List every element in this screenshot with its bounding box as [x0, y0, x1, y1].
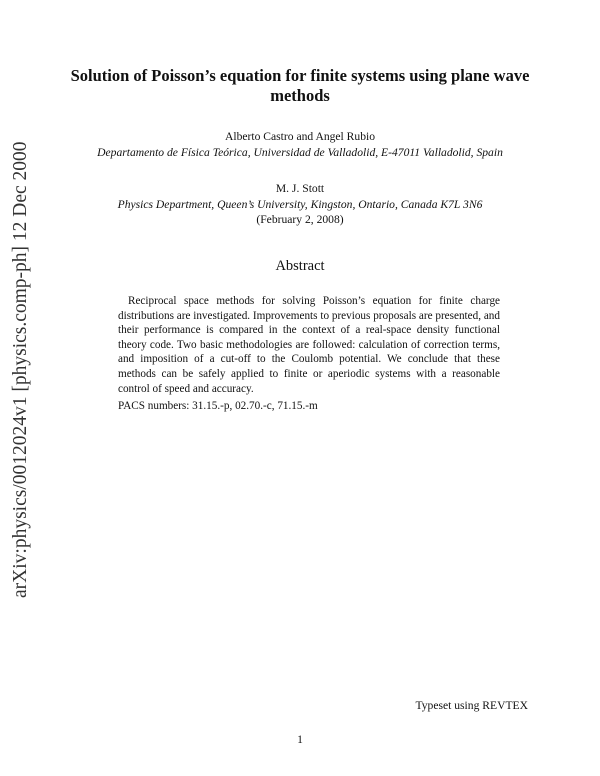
- affiliation-primary: Departamento de Física Teórica, Universidad de Valladolid, E-47011 Valladolid, Spain: [97, 146, 503, 159]
- typeset-note: Typeset using REVTEX: [415, 699, 528, 712]
- page-number: 1: [297, 733, 303, 746]
- arxiv-stamp: arXiv:physics/0012024v1 [physics.comp-ph] 12 Dec 2000: [10, 141, 31, 598]
- abstract-heading: Abstract: [275, 258, 325, 274]
- authors-secondary: M. J. Stott: [275, 182, 325, 195]
- paper-title: Solution of Poisson’s equation for finite systems using plane wave methods: [70, 66, 530, 105]
- abstract-text: Reciprocal space methods for solving Poisson’s equation for finite charge distributions are investigated. Improvements to previous proposals are presented, and their performance is compared in the context of a real-space density functional theory code. Two basic methodologies are followed: calculation of correction terms, and imposition of a cut-off to the Coulomb potential. We conclude that these methods can be safely applied to finite or aperiodic systems with a reasonable control of speed and accuracy.: [118, 295, 500, 395]
- pacs-numbers: PACS numbers: 31.15.-p, 02.70.-c, 71.15.-m: [118, 400, 318, 412]
- publication-date: (February 2, 2008): [256, 213, 344, 226]
- affiliation-secondary: Physics Department, Queen’s University, Kingston, Ontario, Canada K7L 3N6: [117, 198, 483, 211]
- authors-primary: Alberto Castro and Angel Rubio: [224, 130, 376, 143]
